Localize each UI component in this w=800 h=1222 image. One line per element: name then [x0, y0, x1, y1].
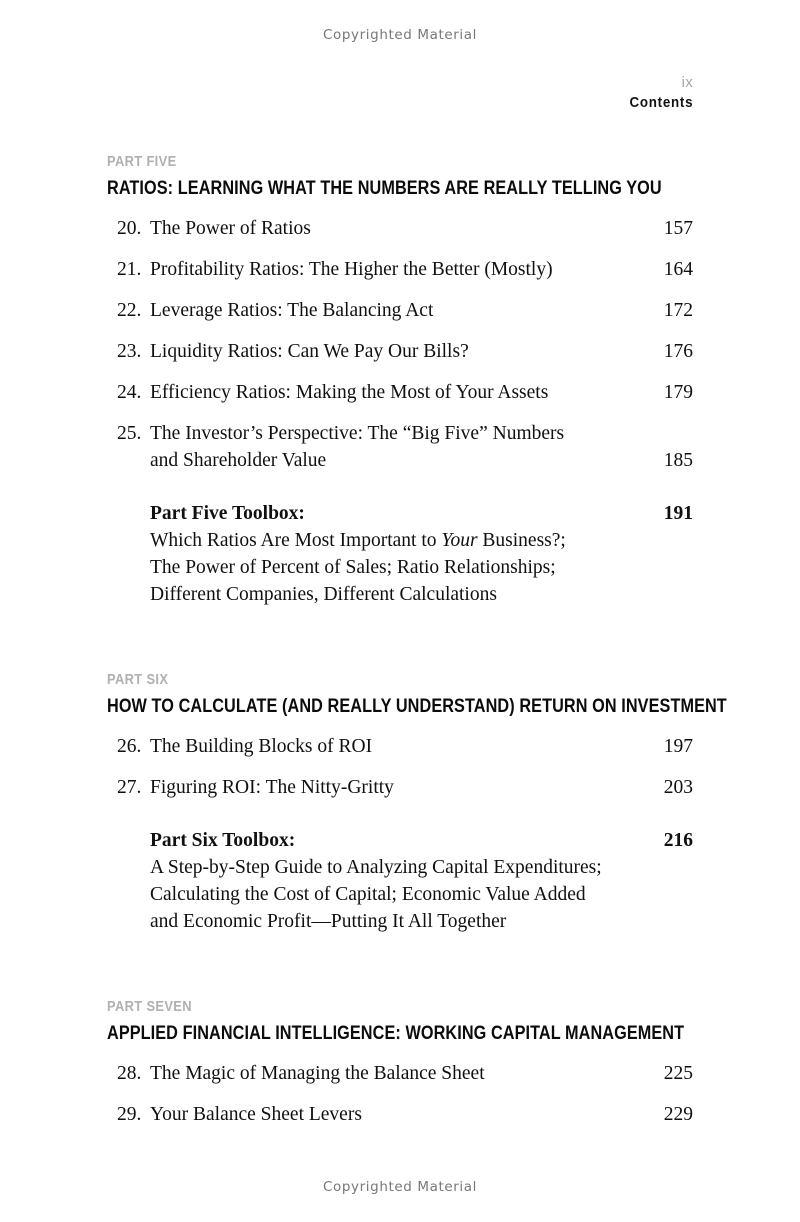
toc-entry[interactable] — [107, 256, 693, 283]
toolbox-description-line — [150, 527, 643, 554]
chapter-title — [150, 733, 653, 760]
chapter-title-line: Figuring ROI: The Nitty-Gritty — [150, 777, 394, 798]
chapter-title-line: Profitability Ratios: The Higher the Better (Mostly) — [150, 259, 553, 280]
chapter-title-line: The Investor’s Perspective: The “Big Five” Numbers — [150, 423, 565, 444]
toolbox-heading: Part Five Toolbox: — [150, 503, 305, 524]
toc-entry[interactable] — [107, 420, 693, 474]
chapter-title — [150, 1101, 653, 1128]
chapter-number: 26. — [117, 736, 142, 757]
toc-entry[interactable] — [107, 1101, 693, 1128]
part-eyebrow: PART FIVE — [107, 153, 177, 170]
toolbox-description-line — [150, 554, 643, 581]
toc-entry[interactable] — [107, 774, 693, 801]
toc-entry[interactable] — [107, 1060, 693, 1087]
toolbox-text: Business?; — [477, 530, 566, 551]
chapter-number: 20. — [117, 218, 142, 239]
chapter-number: 22. — [117, 300, 142, 321]
chapter-page-number: 172 — [663, 300, 693, 321]
part-eyebrow: PART SEVEN — [107, 998, 192, 1015]
toc-part — [107, 670, 727, 935]
chapter-title — [150, 1060, 653, 1087]
toolbox-entry[interactable] — [107, 827, 693, 935]
chapter-title — [150, 338, 653, 365]
toc-entry[interactable] — [107, 297, 693, 324]
toc-entry[interactable] — [107, 215, 693, 242]
toolbox-text: and Economic Profit—Putting It All Together — [150, 911, 507, 932]
running-head-copyright: Copyrighted Material — [323, 27, 477, 43]
toolbox-heading: Part Six Toolbox: — [150, 830, 296, 851]
table-of-contents — [107, 152, 727, 1128]
chapter-number: 28. — [117, 1063, 142, 1084]
toolbox-text: Which Ratios Are Most Important to — [150, 530, 442, 551]
toolbox-entry[interactable] — [107, 500, 693, 608]
part-eyebrow: PART SIX — [107, 671, 169, 688]
chapter-page-number: 176 — [663, 341, 693, 362]
toolbox-description-line — [150, 908, 643, 935]
chapter-number: 27. — [117, 777, 142, 798]
toolbox-page-number: 191 — [663, 503, 693, 524]
toc-entry[interactable] — [107, 733, 693, 760]
toc-part — [107, 997, 693, 1128]
chapter-title — [150, 215, 653, 242]
chapter-title-line: The Building Blocks of ROI — [150, 736, 373, 757]
chapter-page-number: 164 — [663, 259, 693, 280]
part-title: APPLIED FINANCIAL INTELLIGENCE: WORKING CAPITAL MANAGEMENT — [107, 1023, 685, 1044]
toolbox-page-number: 216 — [663, 830, 693, 851]
chapter-title-line: Your Balance Sheet Levers — [150, 1104, 362, 1125]
chapter-title-line: and Shareholder Value — [150, 450, 327, 471]
chapter-page-number: 225 — [663, 1063, 693, 1084]
folio-block — [624, 74, 693, 114]
chapter-number: 29. — [117, 1104, 142, 1125]
toc-entry[interactable] — [107, 338, 693, 365]
chapter-list — [107, 733, 693, 801]
chapter-number: 23. — [117, 341, 142, 362]
toolbox-emphasis: Your — [441, 530, 478, 551]
toolbox-text: Different Companies, Different Calculations — [150, 584, 497, 605]
toolbox-text: A Step-by-Step Guide to Analyzing Capital Expenditures; — [150, 857, 602, 878]
part-title: RATIOS: LEARNING WHAT THE NUMBERS ARE REALLY TELLING YOU — [107, 178, 662, 199]
chapter-title — [150, 297, 653, 324]
chapter-title-line: Efficiency Ratios: Making the Most of Your Assets — [150, 382, 549, 403]
chapter-page-number: 157 — [663, 218, 693, 239]
toolbox-description-line — [150, 581, 643, 608]
chapter-title — [150, 774, 653, 801]
chapter-page-number: 179 — [663, 382, 693, 403]
toolbox-description-line — [150, 854, 643, 881]
page-number: ix — [681, 74, 693, 91]
toolbox-text: Calculating the Cost of Capital; Economic Value Added — [150, 884, 586, 905]
chapter-title — [150, 420, 653, 474]
toolbox-description-line — [150, 881, 643, 908]
chapter-title-line: Liquidity Ratios: Can We Pay Our Bills? — [150, 341, 469, 362]
chapter-page-number: 197 — [663, 736, 693, 757]
chapter-number: 24. — [117, 382, 142, 403]
chapter-title — [150, 256, 653, 283]
chapter-list — [107, 1060, 693, 1128]
chapter-title-line: The Power of Ratios — [150, 218, 311, 239]
toc-entry[interactable] — [107, 379, 693, 406]
chapter-page-number: 203 — [663, 777, 693, 798]
toolbox-body — [150, 827, 653, 935]
chapter-number: 25. — [117, 423, 142, 444]
running-foot-copyright: Copyrighted Material — [323, 1179, 477, 1195]
chapter-title — [150, 379, 653, 406]
page-title: Contents — [629, 95, 693, 111]
toc-part — [107, 152, 693, 608]
chapter-title-line: The Magic of Managing the Balance Sheet — [150, 1063, 485, 1084]
chapter-list — [107, 215, 693, 474]
toolbox-text: The Power of Percent of Sales; Ratio Relationships; — [150, 557, 556, 578]
chapter-title-line: Leverage Ratios: The Balancing Act — [150, 300, 434, 321]
chapter-page-number: 229 — [663, 1104, 693, 1125]
toolbox-body — [150, 500, 653, 608]
chapter-number: 21. — [117, 259, 142, 280]
chapter-page-number: 185 — [663, 450, 693, 471]
part-title: HOW TO CALCULATE (AND REALLY UNDERSTAND) RETURN ON INVESTMENT — [107, 696, 727, 717]
